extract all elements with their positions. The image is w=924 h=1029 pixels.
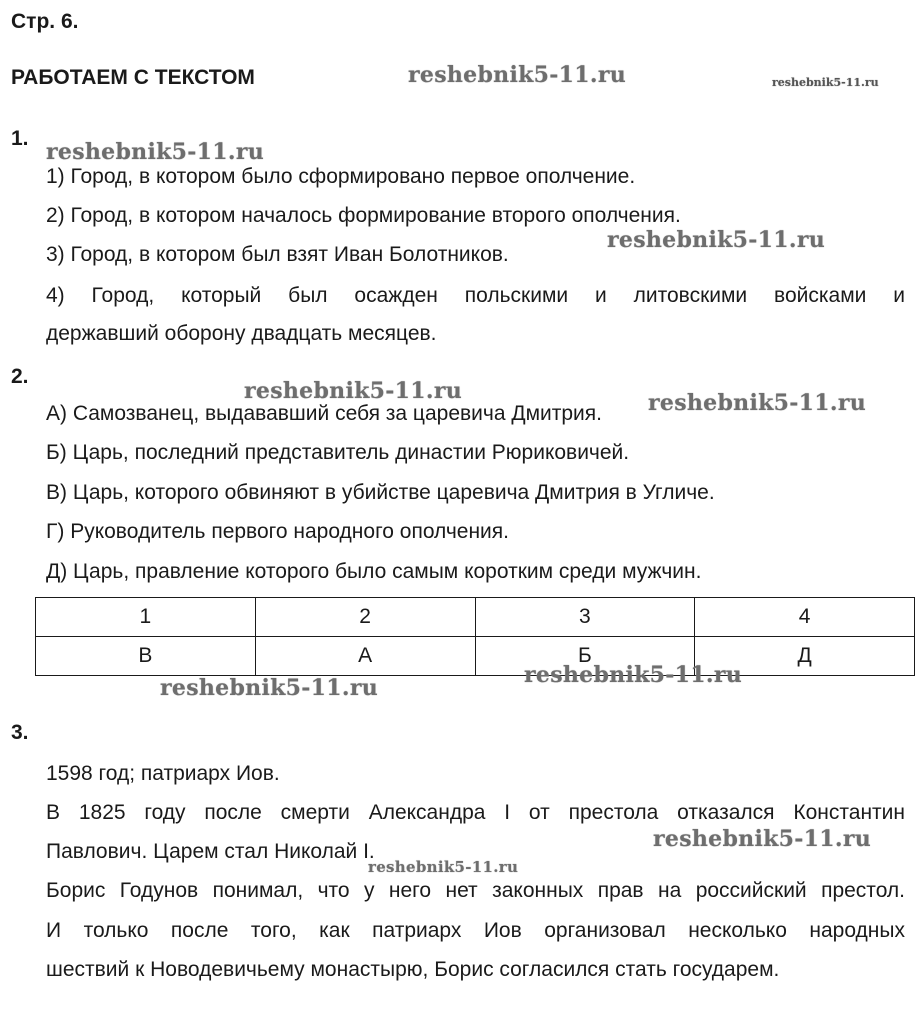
task-3-line-6: шествий к Новодевичьему монастырю, Борис согласился стать государем. — [46, 958, 780, 981]
task-2-item-g: Г) Руководитель первого народного ополчения. — [46, 520, 509, 543]
table-cell: 3 — [475, 598, 695, 637]
task-1-item-4: 4) Город, который был осажден польскими и литовскими войсками и — [46, 284, 905, 307]
task-3-line-2: В 1825 году после смерти Александра I от престола отказался Константин — [46, 801, 905, 824]
watermark: reshebnik5-11.ru — [46, 139, 265, 165]
task-2-item-b: Б) Царь, последний представитель династии Рюриковичей. — [46, 441, 630, 464]
answer-table-answer-row — [36, 637, 915, 676]
table-cell: Б — [475, 637, 695, 676]
watermark: reshebnik5-11.ru — [368, 858, 519, 876]
table-cell: А — [255, 637, 475, 676]
watermark: reshebnik5-11.ru — [648, 390, 867, 416]
watermark: reshebnik5-11.ru — [160, 675, 379, 701]
answer-table — [35, 597, 915, 676]
task-2-number: 2. — [11, 365, 29, 388]
task-3-number: 3. — [11, 721, 29, 744]
task-1-item-4-cont: державший оборону двадцать месяцев. — [46, 322, 437, 345]
task-2-item-a: А) Самозванец, выдававший себя за царевича Дмитрия. — [46, 402, 602, 425]
table-cell: 4 — [695, 598, 915, 637]
task-1-item-2: 2) Город, в котором началось формирование второго ополчения. — [46, 204, 681, 227]
watermark: reshebnik5-11.ru — [408, 62, 627, 88]
table-cell: В — [36, 637, 256, 676]
watermark: reshebnik5-11.ru — [607, 227, 826, 253]
page-label: Стр. 6. — [11, 10, 79, 33]
table-cell: Д — [695, 637, 915, 676]
task-3-line-1: 1598 год; патриарх Иов. — [46, 762, 280, 785]
task-2-item-d: Д) Царь, правление которого было самым коротким среди мужчин. — [46, 560, 702, 583]
watermark: reshebnik5-11.ru — [772, 76, 879, 89]
section-title: РАБОТАЕМ С ТЕКСТОМ — [11, 66, 255, 89]
watermark: reshebnik5-11.ru — [524, 662, 743, 688]
table-cell: 1 — [36, 598, 256, 637]
task-3-line-4: Борис Годунов понимал, что у него нет законных прав на российский престол. — [46, 879, 905, 902]
task-1-item-3: 3) Город, в котором был взят Иван Болотников. — [46, 243, 509, 266]
task-3-line-3: Павлович. Царем стал Николай I. — [46, 840, 375, 863]
table-cell: 2 — [255, 598, 475, 637]
watermark: reshebnik5-11.ru — [653, 826, 872, 852]
task-1-item-1: 1) Город, в котором было сформировано первое ополчение. — [46, 165, 636, 188]
task-1-number: 1. — [11, 127, 29, 150]
task-2-item-v: В) Царь, которого обвиняют в убийстве царевича Дмитрия в Угличе. — [46, 481, 715, 504]
watermark: reshebnik5-11.ru — [244, 378, 463, 404]
task-3-line-5: И только после того, как патриарх Иов организовал несколько народных — [46, 919, 905, 942]
answer-table-header-row — [36, 598, 915, 637]
